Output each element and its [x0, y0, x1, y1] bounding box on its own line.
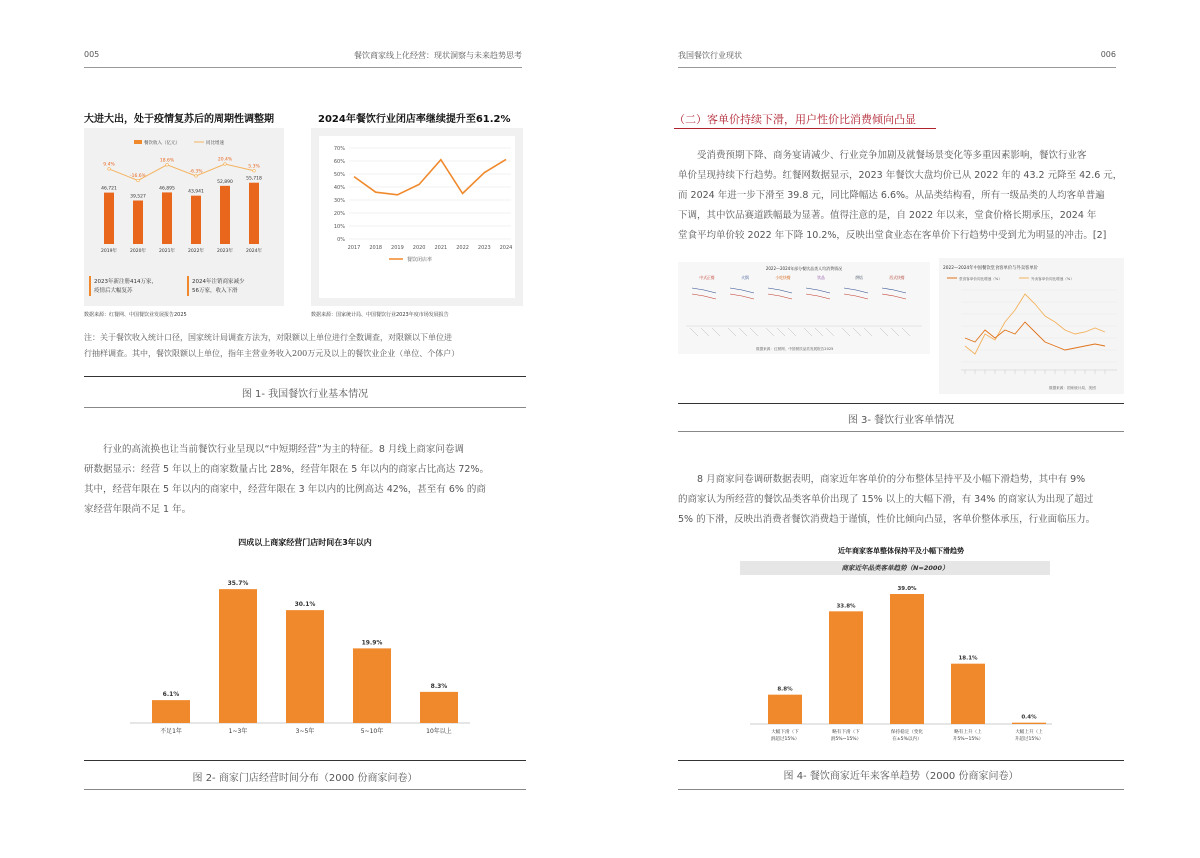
ticket-growth-panel: [939, 258, 1124, 394]
closure-x-tick: 2024: [499, 245, 513, 251]
duration-value-label: 30.1%: [294, 601, 316, 609]
duration-value-label: 6.1%: [162, 691, 180, 699]
trend-category-label: 在±5%以内）: [892, 737, 922, 742]
category-price-source: 数据来源：红餐网、中国餐饮品类发展报告2025: [756, 347, 834, 351]
trend-category-label: 升5%~15%）: [952, 737, 984, 742]
fig3-caption: 图 3- 餐饮行业客单情况: [847, 415, 955, 426]
fig2-bottom-rule: [84, 789, 526, 790]
category-mini-line: [806, 288, 830, 293]
category-mini-label: 火锅: [741, 275, 749, 280]
unit-price-paragraph: [678, 146, 1126, 246]
revenue-bar: [191, 196, 201, 244]
ticket-growth-title: 2022—2024年中国餐饮堂食客单价与外卖客单价: [943, 266, 1038, 271]
duration-category-label: 不足1年: [160, 728, 182, 735]
fig3-top-rule: [678, 403, 1124, 404]
category-mini-tick: [788, 328, 796, 336]
fig1-caption: 图 1- 我国餐饮行业基本情况: [241, 389, 369, 400]
para-line: 受消费预期下降、商务宴请减少、行业竞争加剧及就餐场景变化等多重因素影响，餐饮行业客: [697, 150, 1087, 161]
revenue-chart: [84, 128, 284, 306]
survey-paragraph: [678, 470, 1126, 530]
category-mini-tick: [864, 328, 872, 336]
duration-value-label: 19.9%: [361, 639, 383, 647]
category-mini-line: [692, 288, 716, 293]
growth-value-label: 9.4%: [103, 162, 115, 168]
growth-value-label: 5.3%: [248, 164, 260, 170]
statistics-note: [84, 330, 529, 362]
closure-y-tick: 20%: [333, 211, 345, 217]
growth-point: [195, 175, 198, 178]
revenue-bar: [104, 193, 114, 244]
revenue-value-label: 39,527: [130, 194, 146, 200]
para-line: 家经营年限尚不足 1 年。: [84, 504, 192, 515]
left-page-number: 005: [84, 50, 100, 59]
trend-bar: [951, 664, 985, 724]
duration-bar-chart: [120, 555, 480, 745]
panel2-title: 2024年餐饮行业闭店率继续提升至61.2%: [318, 114, 511, 125]
category-mini-tick: [815, 328, 823, 336]
fig2-caption: 图 2- 商家门店经营时间分布（2000 份商家问卷）: [192, 773, 418, 784]
duration-value-label: 8.3%: [430, 682, 448, 690]
revenue-x-labels: [101, 247, 262, 254]
panel1-title: 大进大出，处于疫情复苏后的周期性调整期: [84, 114, 274, 125]
trend-value-label: 33.8%: [836, 603, 856, 610]
callout1-line1: 2023年新注册414万家，: [94, 279, 157, 285]
revenue-value-label: 55,718: [246, 176, 262, 182]
closure-x-tick: 2023: [477, 245, 491, 251]
category-mini-tick: [712, 328, 720, 336]
legend-growth-label: 同比增速: [206, 141, 224, 146]
trend-category-label: 大幅上升（上: [1015, 730, 1043, 735]
closure-y-tick: 50%: [333, 172, 345, 178]
closure-y-tick: 0%: [337, 237, 345, 243]
para-line: 而 2024 年进一步下滑至 39.8 元，同比降幅达 6.6%。从品类结构看，所有一级品类的人均客单普遍: [678, 190, 1105, 201]
duration-bar: [152, 700, 190, 723]
duration-category-label: 1~3年: [228, 728, 248, 735]
revenue-bar: [133, 201, 143, 244]
category-mini-tick: [750, 328, 758, 336]
trend-category-label: 大幅下滑（下: [771, 730, 799, 735]
revenue-year-label: 2024年: [246, 249, 262, 254]
business-duration-paragraph: [84, 440, 529, 520]
trend-category-label: 略有上升（上: [954, 730, 982, 735]
growth-value-label: 18.6%: [159, 158, 175, 164]
growth-series-line: [109, 164, 254, 180]
chart2-title: 四成以上商家经营门店时间在3年以内: [238, 538, 372, 547]
category-mini-line: [882, 288, 906, 293]
revenue-year-label: 2021年: [159, 249, 175, 254]
growth-point: [224, 163, 227, 166]
growth-point: [137, 179, 140, 182]
callout2-line1: 2024年注销商家减少: [192, 279, 245, 285]
closure-panel: [311, 128, 523, 306]
para-line: 8 月商家问卷调研数据表明，商家近年客单价的分布整体呈持平及小幅下滑趋势，其中有 9%: [697, 474, 1086, 485]
closure-x-tick: 2017: [347, 245, 361, 251]
legend-delivery: 外卖客单价同比增速（%）: [1031, 277, 1074, 281]
revenue-bar: [249, 183, 259, 244]
revenue-panel: [84, 128, 284, 306]
closure-x-tick: 2021: [434, 245, 448, 251]
trend-bar: [768, 695, 802, 724]
revenue-bars: [101, 176, 262, 244]
trend-bar: [1012, 723, 1046, 724]
section-title: （二）客单价持续下滑，用户性价比消费倾向凸显: [674, 113, 916, 126]
trend-value-label: 18.1%: [958, 655, 978, 662]
trend-category-label: 略有下滑（下: [832, 730, 860, 735]
category-mini-tick: [880, 328, 888, 336]
right-header-rule: [678, 67, 1116, 68]
ticket-growth-source: 数据来源：国家统计局、美团: [1049, 386, 1096, 390]
para-line: 的商家认为所经营的餐饮品类客单价出现了 15% 以上的大幅下滑，有 34% 的商家认为出现了超过: [678, 494, 1094, 505]
closure-x-tick: 2019: [391, 245, 404, 251]
category-mini-line: [806, 294, 830, 299]
fig2-top-rule: [84, 760, 526, 761]
trend-bar: [829, 611, 863, 724]
closure-y-tick: 10%: [333, 224, 345, 230]
closure-plot-bg: [319, 136, 515, 298]
chart4-subtitle: 商家近年品类客单趋势（N=2000）: [841, 564, 949, 572]
trend-category-label: 滑5%~15%）: [830, 737, 862, 742]
closure-chart: [311, 128, 523, 306]
duration-value-label: 35.7%: [227, 580, 249, 588]
legend-revenue-label: 餐饮收入（亿元）: [144, 141, 180, 146]
para-line: 行业的高流换也让当前餐饮行业呈现以“中短期经营”为主的特征。8 月线上商家问卷调: [103, 444, 464, 455]
category-mini-tick: [739, 328, 747, 336]
trend-value-label: 0.4%: [1021, 714, 1037, 721]
revenue-value-label: 46,895: [159, 186, 175, 192]
chart4-title: 近年商家客单整体保持平及小幅下滑趋势: [838, 547, 964, 555]
callout1-line2: 疫情后大幅复苏: [94, 288, 133, 294]
category-mini-line: [844, 288, 868, 293]
fig4-top-rule: [678, 760, 1124, 761]
growth-line: [103, 157, 260, 182]
revenue-value-label: 52,890: [217, 179, 233, 185]
closure-y-tick: 40%: [333, 185, 345, 191]
legend-dine-in: 堂食客单价同比增速（%）: [959, 277, 1002, 281]
section-title-underline: [674, 128, 936, 129]
closure-x-tick: 2018: [369, 245, 383, 251]
revenue-legend: [134, 139, 224, 146]
right-page: [600, 0, 1200, 858]
growth-point: [166, 164, 169, 167]
category-mini-tick: [804, 328, 812, 336]
para-line: 堂食平均单价较 2022 年下降 10.2%，反映出堂食业态在客单价下行趋势中受到尤为明显的冲击。[2]: [678, 230, 1107, 241]
trend-category-label: 升超过15%）: [1014, 737, 1044, 742]
note-line: 注：关于餐饮收入统计口径，国家统计局调查方法为，对限额以上单位进行全数调查，对限额以下单位进: [84, 333, 452, 342]
duration-bar: [420, 692, 458, 723]
fig3-bottom-rule: [678, 431, 1124, 432]
trend-category-label: 保持稳定（变化: [890, 730, 924, 735]
revenue-year-label: 2022年: [188, 249, 204, 254]
right-page-number: 006: [1100, 50, 1116, 59]
growth-value-label: -6.3%: [189, 169, 203, 175]
para-line: 下调，其中饮品赛道跌幅最为显著。值得注意的是，自 2022 年以来，堂食价格长期承压，2024 年: [678, 210, 1097, 221]
category-mini-tick: [891, 328, 899, 336]
para-line: 单价呈现持续下行趋势。红餐网数据显示，2023 年餐饮大盘均价已从 2022 年的 43.2 元降至 42.6 元，: [678, 170, 1123, 181]
category-mini-label: 烘焙: [855, 275, 863, 280]
growth-mini-lines: [961, 290, 1117, 374]
duration-bar: [286, 610, 324, 723]
closure-x-tick: 2022: [456, 245, 469, 251]
para-line: 研数据显示：经营 5 年以上的商家数量占比 28%，经营年限在 5 年以内的商家占比高达 72%。: [84, 464, 489, 475]
left-running-title: 餐饮商家线上化经营：现状洞察与未来趋势思考: [354, 51, 522, 60]
revenue-year-label: 2023年: [217, 249, 233, 254]
category-mini-line: [844, 294, 868, 299]
growth-point: [108, 168, 111, 171]
category-mini-tick: [842, 328, 850, 336]
para-line: 其中，经营年限在 5 年以内的商家中，经营年限在 3 年以内的比例高达 42%，甚至有 6% 的商: [84, 484, 486, 495]
closure-y-tick: 60%: [333, 159, 345, 165]
revenue-bar: [162, 192, 172, 244]
category-mini-series: [686, 275, 922, 336]
duration-bar: [219, 589, 257, 723]
duration-category-label: 5~10年: [360, 728, 384, 735]
category-mini-tick: [728, 328, 736, 336]
panel2-source: 数据来源：国家统计局、中国餐饮行业2023年度市场发展报告: [311, 312, 449, 318]
category-mini-tick: [853, 328, 861, 336]
trend-bar: [890, 594, 924, 724]
closure-legend-label: 餐饮闭店率: [407, 257, 433, 263]
closure-y-tick: 30%: [333, 198, 345, 204]
revenue-year-label: 2019年: [101, 249, 117, 254]
delivery-growth-line: [965, 294, 1105, 354]
category-mini-line: [768, 288, 792, 293]
fig1-top-rule: [84, 376, 526, 377]
closure-y-tick: 70%: [333, 146, 345, 152]
revenue-value-label: 46,721: [101, 186, 117, 192]
category-mini-line: [730, 288, 754, 293]
growth-value-label: -16.6%: [130, 173, 146, 179]
para-line: 5% 的下滑，反映出消费者餐饮消费趋于谨慎，性价比倾向凸显，客单价整体承压，行业面临压力。: [678, 514, 1096, 525]
category-mini-label: 西式快餐: [889, 275, 905, 280]
category-price-title: 2022—2024年部分餐饮品类人均消费情况: [765, 266, 843, 271]
right-running-title: 我国餐饮行业现状: [678, 51, 742, 60]
duration-bar: [353, 648, 391, 723]
closure-x-tick: 2020: [412, 245, 426, 251]
revenue-bar: [220, 186, 230, 244]
trend-value-label: 8.8%: [777, 686, 793, 693]
category-mini-label: 小吃快餐: [775, 275, 791, 280]
duration-category-label: 10年以上: [426, 728, 452, 735]
category-mini-label: 中式正餐: [699, 275, 715, 280]
note-line: 行抽样调查。其中，餐饮限额以上单位，指年主营业务收入200万元及以上的餐饮业企业（单位、个体户）: [84, 349, 460, 358]
trend-category-label: 滑超过15%）: [770, 737, 800, 742]
ticket-growth-chart: [939, 258, 1124, 394]
revenue-year-label: 2020年: [130, 249, 146, 254]
category-mini-line: [768, 294, 792, 299]
revenue-value-label: 43,941: [188, 189, 204, 195]
growth-value-label: 20.4%: [217, 157, 233, 163]
left-header-rule: [84, 67, 522, 68]
fig4-bottom-rule: [678, 789, 1124, 790]
dine-in-growth-line: [965, 322, 1105, 350]
category-price-panel: [678, 262, 930, 354]
category-mini-line: [882, 294, 906, 299]
category-price-chart: [678, 262, 930, 354]
legend-revenue-swatch: [134, 140, 142, 144]
category-mini-tick: [777, 328, 785, 336]
fig1-bottom-rule: [84, 407, 526, 408]
growth-point: [253, 169, 256, 172]
category-mini-tick: [690, 328, 698, 336]
category-mini-line: [692, 294, 716, 299]
callout2-line2: 56万家，收入下滑: [192, 288, 238, 294]
category-mini-tick: [902, 328, 910, 336]
ticket-trend-bar-chart: [740, 578, 1060, 748]
category-mini-line: [730, 294, 754, 299]
duration-category-label: 3~5年: [295, 728, 315, 735]
panel1-source: 数据来源：红餐网、中国餐饮业发展报告2025: [84, 312, 187, 318]
fig4-caption: 图 4- 餐饮商家近年来客单趋势（2000 份商家问卷）: [783, 771, 1019, 782]
category-mini-label: 饮品: [817, 275, 825, 280]
category-mini-tick: [766, 328, 774, 336]
category-mini-tick: [701, 328, 709, 336]
trend-value-label: 39.0%: [897, 586, 917, 592]
category-mini-tick: [826, 328, 834, 336]
